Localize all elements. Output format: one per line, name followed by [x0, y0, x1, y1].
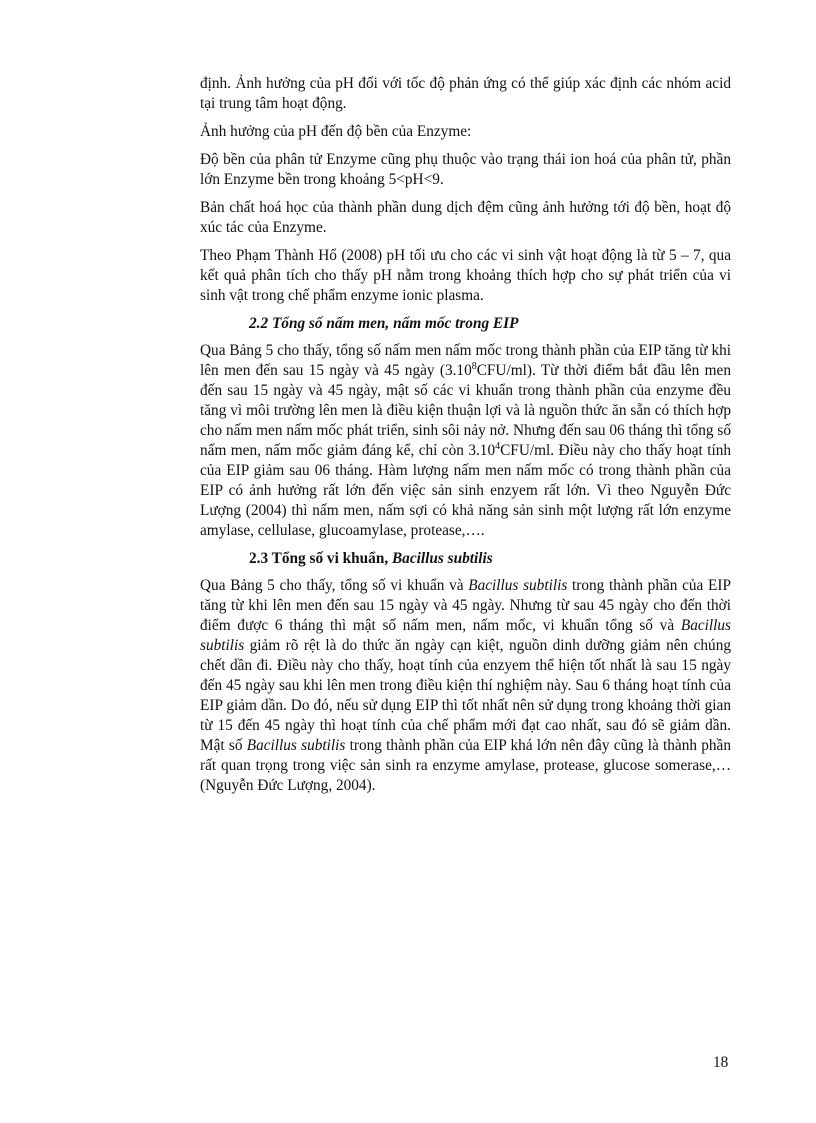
paragraph-ph-acid-groups: định. Ảnh hưởng của pH đối với tốc độ phản ứng có thể giúp xác định các nhóm acid tại trung tâm hoạt động. — [200, 75, 731, 112]
paragraph-bacteria — [200, 576, 731, 796]
heading-text: 2.3 Tổng số vi khuẩn, — [249, 550, 392, 567]
text-run: giảm rõ rệt là do thức ăn ngày cạn kiệt, nguồn dinh dưỡng giảm nên chúng chết dần đi. Điều này cho thấy, hoạt tính của enzyem thể hiện tốt nhất là sau 15 ngày đến 45 ngày sau khi lên men trong điều kiện thí nghiệm này. Sau 6 tháng hoạt tính của EIP giảm dần. Do đó, nếu sử dụng EIP thì tốt nhất nên sử dụng trong khoảng thời gian từ 15 đến 45 ngày thì hoạt tính của chế phẩm mới đạt cao nhất, sau đó sẽ giảm dần. Mật số — [200, 637, 731, 754]
paragraph-optimal-ph: Theo Phạm Thành Hổ (2008) pH tối ưu cho các vi sinh vật hoạt động là từ 5 – 7, qua kết quả phân tích cho thấy pH nằm trong khoảng thích hợp cho sự phát triển của vi sinh vật trong chế phẩm enzyme ionic plasma. — [200, 247, 731, 304]
superscript-exponent: 4 — [495, 440, 501, 452]
species-name: Bacillus subtilis — [468, 577, 568, 594]
paragraph-buffer-chemistry: Bản chất hoá học của thành phần dung dịch đệm cũng ảnh hưởng tới độ bền, hoạt độ xúc tác của Enzyme. — [200, 199, 731, 236]
text-run: Qua Bảng 5 cho thấy, tổng số vi khuẩn và — [200, 577, 469, 594]
species-name: Bacillus subtilis — [246, 737, 346, 754]
text-run: CFU/ml. Điều này cho thấy hoạt tính của EIP giảm sau 06 tháng. Hàm lượng nấm men nấm mốc có trong thành phần của EIP có ảnh hưởng rất lớn đến việc sản sinh enzyem rất lớn. Vì theo Nguyễn Đức Lượng (2004) thì nấm men, nấm sợi có khả năng sản sinh một lượng rất lớn enzyme amylase, cellulase, glucoamylase, protease,…. — [200, 442, 731, 539]
text-run: CFU/ml). Từ thời điểm bắt đầu lên men đến sau 15 ngày và 45 ngày, mật số các vi khuẩn trong thành phần của enzyme đều tăng vì môi trường lên men là điều kiện thuận lợi và là nguồn thức ăn sẵn có thích hợp cho nấm men nấm mốc phát triển, sinh sôi nảy nở. Nhưng đến sau 06 tháng thì tổng số nấm men, nấm mốc giảm đáng kể, chỉ còn 3.10 — [200, 362, 731, 459]
paragraph-ph-stability-heading: Ảnh hưởng của pH đến độ bền của Enzyme: — [200, 123, 472, 140]
page-number: 18 — [713, 1054, 729, 1071]
text-run: trong thành phần của EIP khá lớn nên đây cũng là thành phần rất quan trọng trong việc sản sinh ra enzyme amylase, protease, glucose somerase,…(Nguyễn Đức Lượng, 2004). — [200, 737, 731, 794]
species-name: Bacillus subtilis — [200, 617, 731, 654]
page-content — [200, 74, 731, 804]
text-run: trong thành phần của EIP tăng từ khi lên men đến sau 15 ngày và 45 ngày. Nhưng từ sau 45 ngày cho đến thời điểm được 6 tháng thì mật số nấm men, nấm mốc, vi khuẩn tổng số và — [200, 577, 731, 634]
section-heading-2-2: 2.2 Tổng số nấm men, nấm mốc trong EIP — [249, 315, 519, 332]
text-run: Qua Bảng 5 cho thấy, tổng số nấm men nấm mốc trong thành phần của EIP tăng từ khi lên men đến sau 15 ngày và 45 ngày (3.10 — [200, 342, 731, 379]
paragraph-enzyme-stability: Độ bền của phân tử Enzyme cũng phụ thuộc vào trạng thái ion hoá của phân tử, phần lớn Enzyme bền trong khoảng 5<pH<9. — [200, 151, 731, 188]
heading-species-name: Bacillus subtilis — [391, 550, 493, 567]
section-heading-2-3 — [200, 549, 731, 569]
paragraph-yeast-mold — [200, 341, 731, 541]
superscript-exponent: 8 — [471, 360, 477, 372]
